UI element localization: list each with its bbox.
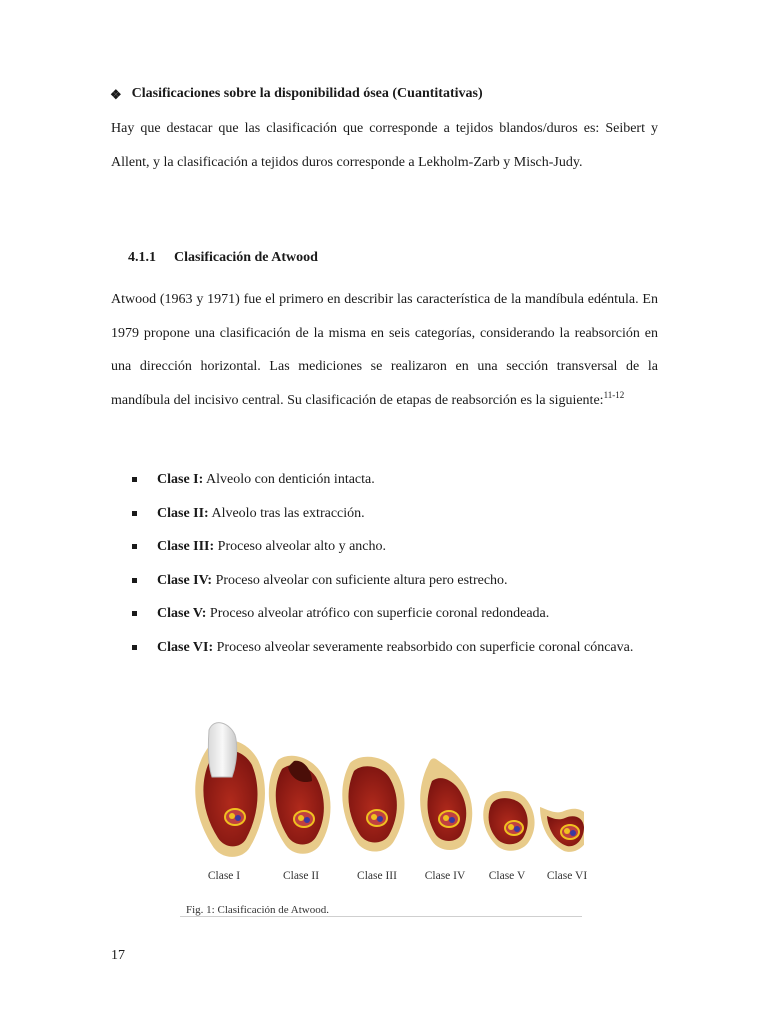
section-class-5 (483, 791, 534, 851)
figure-label-class-1: Clase I (207, 870, 241, 882)
atwood-paragraph-text: Atwood (1963 y 1971) fue el primero en describir las característica de la mandíbula edéntula. En 1979 propone una clasificación de la misma en seis categorías, considerando la reabsorción en una dirección horizontal. Las mediciones se realizaron en una sección transversal de la mandíbula del incisivo central. Su clasificación de etapas de reabsorción es la siguiente: (111, 292, 658, 408)
section-class-3 (342, 757, 404, 852)
atwood-paragraph (111, 283, 658, 417)
figure-caption: Fig. 1: Clasificación de Atwood. (186, 904, 329, 916)
class-description: Alveolo tras las extracción. (211, 505, 365, 521)
class-description: Proceso alveolar con suficiente altura pero estrecho. (215, 572, 508, 588)
intro-paragraph: Hay que destacar que las clasificación que corresponde a tejidos blandos/duros es: Seibert y Allent, y la clasificación a tejidos duros corresponde a Lekholm-Zarb y Misch-Judy. (111, 121, 658, 170)
mandible-sections-illustration (180, 715, 584, 875)
square-bullet-icon (132, 578, 137, 583)
section-heading-text: Clasificaciones sobre la disponibilidad ósea (Cuantitativas) (131, 86, 483, 101)
figure-divider (180, 916, 582, 917)
square-bullet-icon (132, 477, 137, 482)
diamond-bullet-icon: ❖ (110, 86, 122, 102)
list-item (132, 631, 658, 665)
list-item (132, 530, 658, 564)
class-label: Clase III: (157, 539, 215, 554)
subsection-title: Clasificación de Atwood (174, 250, 318, 265)
section-class-2 (269, 756, 331, 854)
section-class-4 (420, 758, 472, 850)
square-bullet-icon (132, 645, 137, 650)
square-bullet-icon (132, 511, 137, 516)
class-label: Clase II: (157, 505, 209, 521)
class-description: Alveolo con dentición intacta. (206, 472, 375, 487)
class-description: Proceso alveolar severamente reabsorbido con superficie coronal cóncava. (216, 639, 634, 655)
square-bullet-icon (132, 544, 137, 549)
classes-list (132, 463, 658, 664)
list-item (132, 597, 658, 631)
class-description: Proceso alveolar atrófico con superficie coronal redondeada. (209, 606, 550, 621)
subsection-number: 4.1.1 (128, 250, 156, 265)
section-heading (110, 86, 483, 102)
page-number: 17 (111, 948, 125, 963)
class-label: Clase I: (157, 472, 204, 487)
class-label: Clase VI: (157, 639, 214, 655)
section-class-1 (195, 723, 265, 857)
subsection-heading (128, 250, 318, 266)
class-label: Clase V: (157, 606, 207, 621)
square-bullet-icon (132, 611, 137, 616)
list-item (132, 497, 658, 531)
reference-superscript: 11-12 (603, 389, 625, 400)
section-class-6 (540, 807, 584, 852)
figure-label-class-5: Clase V (488, 870, 526, 882)
class-description: Proceso alveolar alto y ancho. (217, 539, 386, 554)
figure-label-class-6: Clase VI (546, 870, 588, 882)
list-item (132, 564, 658, 598)
atwood-figure (180, 715, 588, 920)
class-label: Clase IV: (157, 572, 213, 588)
figure-label-class-2: Clase II (282, 870, 320, 882)
list-item (132, 463, 658, 497)
figure-label-class-3: Clase III (357, 870, 397, 882)
figure-label-class-4: Clase IV (424, 870, 466, 882)
